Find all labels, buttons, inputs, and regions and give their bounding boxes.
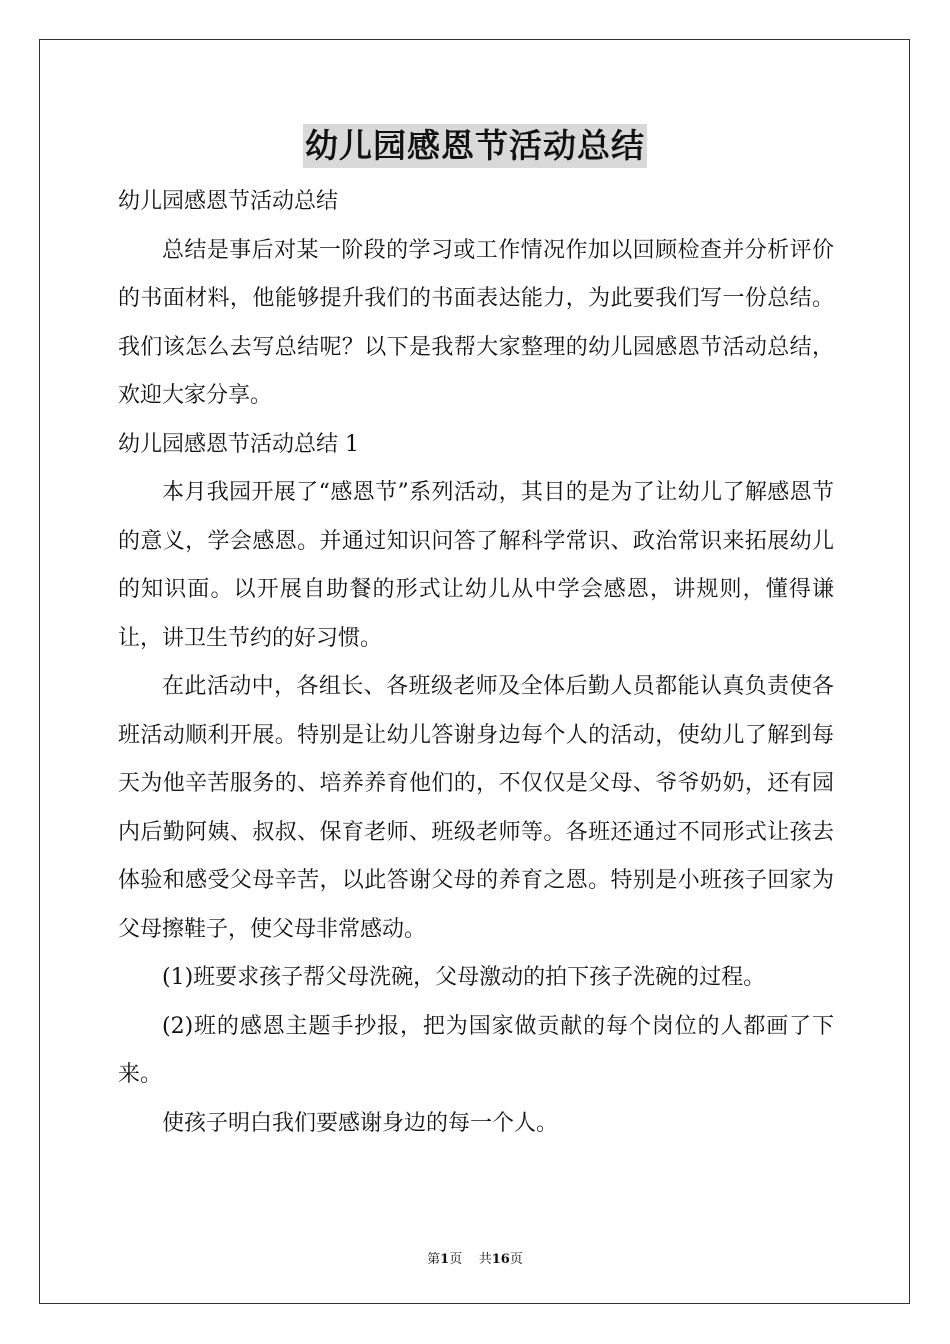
footer-prefix: 第 bbox=[427, 1252, 441, 1267]
body-paragraph: (2)班的感恩主题手抄报，把为国家做贡献的每个岗位的人都画了下来。 bbox=[118, 1013, 834, 1087]
section-heading: 幼儿园感恩节活动总结 1 bbox=[118, 431, 359, 457]
body-paragraph: (1)班要求孩子帮父母洗碗，父母激动的拍下孩子洗碗的过程。 bbox=[162, 965, 766, 990]
page-footer bbox=[0, 1248, 950, 1267]
footer-total-prefix: 共 bbox=[478, 1252, 492, 1267]
title-container bbox=[0, 124, 950, 168]
body-paragraph: 在此活动中，各组长、各班级老师及全体后勤人员都能认真负责使各班活动顺利开展。特别是让幼儿答谢身边每个人的活动，使幼儿了解到每天为他辛苦服务的、培养养育他们的，不仅仅是父母、爷爷奶奶，还有园内后勤阿姨、叔叔、保育老师、班级老师等。各班还通过不同形式让孩去体验和感受父母辛苦，以此答谢父母的养育之恩。特别是小班孩子回家为父母擦鞋子，使父母非常感动。 bbox=[118, 674, 834, 942]
intro-paragraph: 总结是事后对某一阶段的学习或工作情况作加以回顾检查并分析评价的书面材料，他能够提升我们的书面表达能力，为此要我们写一份总结。我们该怎么去写总结呢？以下是我帮大家整理的幼儿园感恩节活动总结，欢迎大家分享。 bbox=[118, 237, 834, 408]
total-pages-number: 16 bbox=[491, 1252, 510, 1267]
document-body bbox=[118, 178, 834, 1148]
current-page-number: 1 bbox=[440, 1252, 450, 1267]
document-title: 幼儿园感恩节活动总结 bbox=[303, 124, 647, 168]
footer-total-label: 页 bbox=[509, 1252, 523, 1267]
subtitle-paragraph: 幼儿园感恩节活动总结 bbox=[118, 189, 339, 214]
footer-page-label: 页 bbox=[449, 1252, 463, 1267]
body-paragraph: 使孩子明白我们要感谢身边的每一个人。 bbox=[162, 1110, 559, 1136]
body-paragraph: 本月我园开展了“感恩节”系列活动，其目的是为了让幼儿了解感恩节的意义，学会感恩。并通过知识问答了解科学常识、政治常识来拓展幼儿的知识面。以开展自助餐的形式让幼儿从中学会感恩，讲规则，懂得谦让，讲卫生节约的好习惯。 bbox=[118, 480, 834, 651]
